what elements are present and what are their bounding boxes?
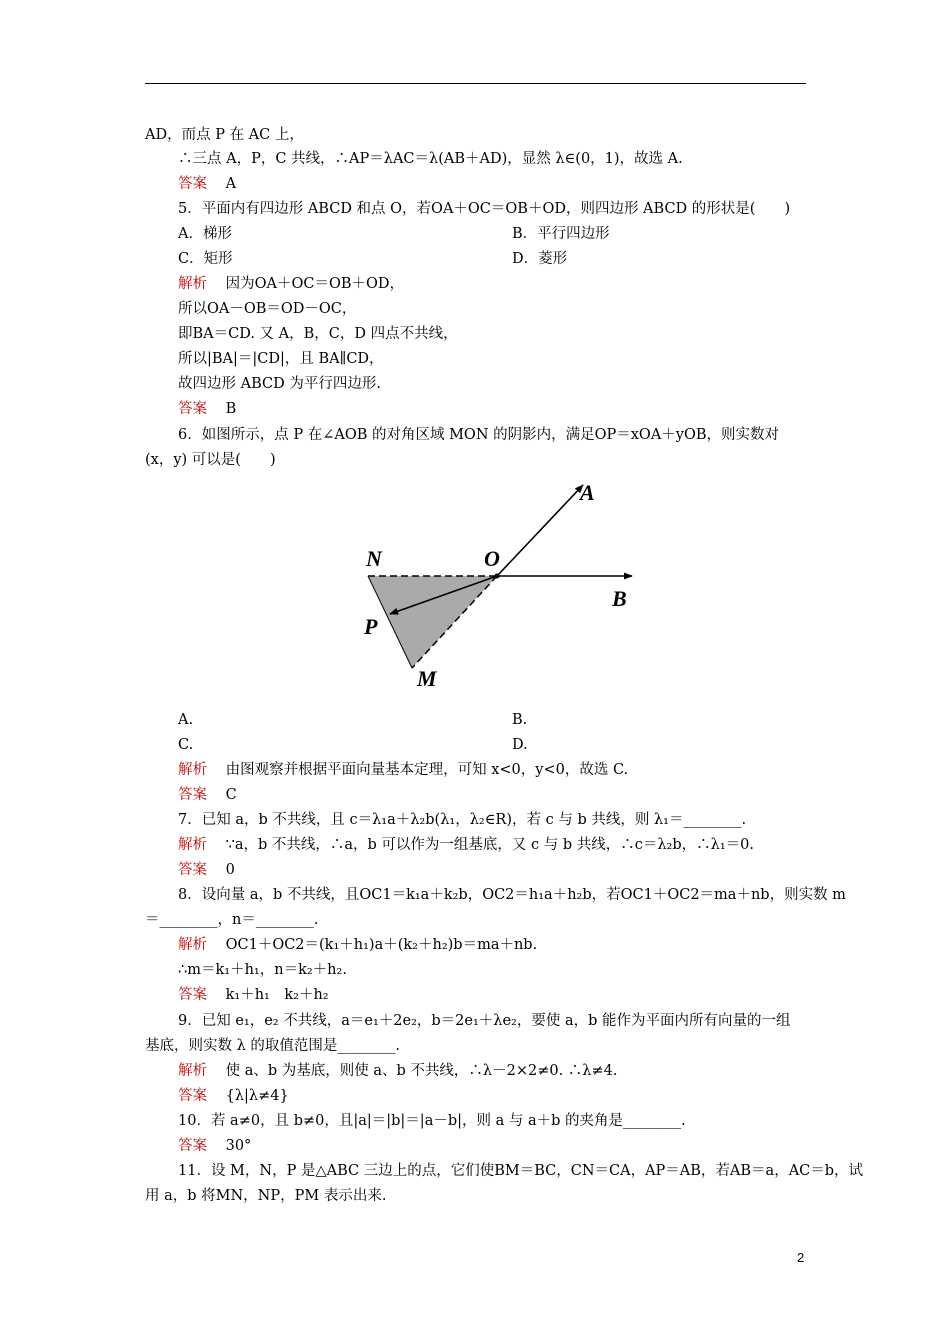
answer-label: 答案 <box>178 987 207 1003</box>
answer-row <box>178 175 236 193</box>
answer-value: 0 <box>225 862 235 878</box>
question-5: 5．平面内有四边形 ABCD 和点 O，若OA＋OC＝OB＋OD，则四边形 ABCD 的形状是( ) <box>178 201 791 217</box>
answer-value: {λ|λ≠4} <box>225 1088 289 1104</box>
option-b: B．平行四边形 <box>512 226 610 242</box>
analysis-label: 解析 <box>178 762 207 778</box>
analysis-text: 由图观察并根据平面向量基本定理，可知 x<0，y<0，故选 C. <box>225 762 629 778</box>
option-c: C. <box>178 737 194 753</box>
question-6: 6．如图所示，点 P 在∠AOB 的对角区域 MON 的阴影内，满足OP＝xOA＋yOB，则实数对 <box>178 427 780 443</box>
answer-value: C <box>225 787 237 803</box>
header-rule <box>145 83 806 84</box>
option-a: A. <box>178 712 194 728</box>
text-line: ∴三点 A，P，C 共线，∴AP＝λAC＝λ(AB＋AD)，显然 λ∈(0，1)，故选 A. <box>178 151 683 167</box>
option-d: D．菱形 <box>512 251 568 267</box>
text-line: 所以OA－OB＝OD－OC， <box>178 301 357 317</box>
answer-row <box>178 1137 251 1155</box>
analysis-label: 解析 <box>178 276 207 292</box>
question-9: 9．已知 e₁，e₂ 不共线，a＝e₁＋2e₂，b＝2e₁＋λe₂，要使 a，b 能作为平面内所有向量的一组 <box>178 1013 791 1029</box>
question-10: 10．若 a≠0，且 b≠0，且|a|＝|b|＝|a－b|，则 a 与 a＋b 的夹角是________. <box>178 1113 686 1129</box>
vector-figure <box>355 478 645 693</box>
answer-value: k₁＋h₁ k₂＋h₂ <box>225 987 329 1003</box>
analysis-row <box>178 761 628 779</box>
label-a: A <box>580 480 595 505</box>
answer-value: 30° <box>225 1138 252 1154</box>
analysis-text: 使 a、b 为基底，则使 a、b 不共线，∴λ－2×2≠0. ∴λ≠4. <box>225 1063 618 1079</box>
text-line: 即BA＝CD. 又 A，B，C，D 四点不共线， <box>178 326 458 342</box>
answer-value: A <box>225 176 237 192</box>
text-line: ∴m＝k₁＋h₁，n＝k₂＋h₂. <box>178 962 347 978</box>
question-7: 7．已知 a，b 不共线，且 c＝λ₁a＋λ₂b(λ₁，λ₂∈R)，若 c 与 b 共线，则 λ₁＝________. <box>178 812 747 828</box>
analysis-label: 解析 <box>178 837 207 853</box>
label-p: P <box>364 614 378 639</box>
text-line: 所以|BA|＝|CD|，且 BA∥CD， <box>178 351 384 367</box>
text-line: 基底，则实数 λ 的取值范围是________. <box>145 1038 401 1054</box>
text-line: 故四边形 ABCD 为平行四边形. <box>178 376 381 392</box>
answer-label: 答案 <box>178 401 207 417</box>
shaded-region <box>368 576 497 668</box>
analysis-row <box>178 836 754 854</box>
analysis-text: 因为OA＋OC＝OB＋OD， <box>225 276 405 292</box>
label-o: O <box>484 546 500 571</box>
answer-label: 答案 <box>178 1138 207 1154</box>
option-a: A．梯形 <box>178 226 232 242</box>
analysis-label: 解析 <box>178 1063 207 1079</box>
answer-value: B <box>225 401 237 417</box>
answer-label: 答案 <box>178 1088 207 1104</box>
text-line: ＝________，n＝________. <box>145 912 319 928</box>
analysis-row <box>178 936 537 954</box>
question-11: 11．设 M，N，P 是△ABC 三边上的点，它们使BM＝BC，CN＝CA，AP＝AB，若AB＝a，AC＝b，试 <box>178 1163 864 1179</box>
analysis-text: OC1＋OC2＝(k₁＋h₁)a＋(k₂＋h₂)b＝ma＋nb. <box>225 937 538 953</box>
vector-oa <box>497 485 583 576</box>
option-d: D. <box>512 737 528 753</box>
analysis-row <box>178 1062 617 1080</box>
question-8: 8．设向量 a，b 不共线，且OC1＝k₁a＋k₂b，OC2＝h₁a＋h₂b，若OC1＋OC2＝ma＋nb，则实数 m <box>178 887 846 903</box>
answer-row <box>178 786 237 804</box>
option-b: B. <box>512 712 528 728</box>
text-line: AD，而点 P 在 AC 上， <box>145 127 304 143</box>
point-o <box>495 574 500 579</box>
answer-label: 答案 <box>178 176 207 192</box>
text-line: (x，y) 可以是( ) <box>145 452 276 468</box>
analysis-text: ∵a，b 不共线，∴a，b 可以作为一组基底，又 c 与 b 共线，∴c＝λ₂b，∴λ₁＝0. <box>225 837 754 853</box>
label-m: M <box>417 666 437 691</box>
answer-row <box>178 1087 289 1105</box>
label-n: N <box>366 546 382 571</box>
answer-row <box>178 861 235 879</box>
page-number: 2 <box>797 1250 805 1265</box>
label-b: B <box>612 586 627 611</box>
analysis-label: 解析 <box>178 937 207 953</box>
option-c: C．矩形 <box>178 251 233 267</box>
answer-label: 答案 <box>178 787 207 803</box>
answer-row <box>178 400 236 418</box>
text-line: 用 a，b 将MN，NP，PM 表示出来. <box>145 1188 387 1204</box>
answer-row <box>178 986 329 1004</box>
answer-label: 答案 <box>178 862 207 878</box>
analysis-row <box>178 275 404 293</box>
